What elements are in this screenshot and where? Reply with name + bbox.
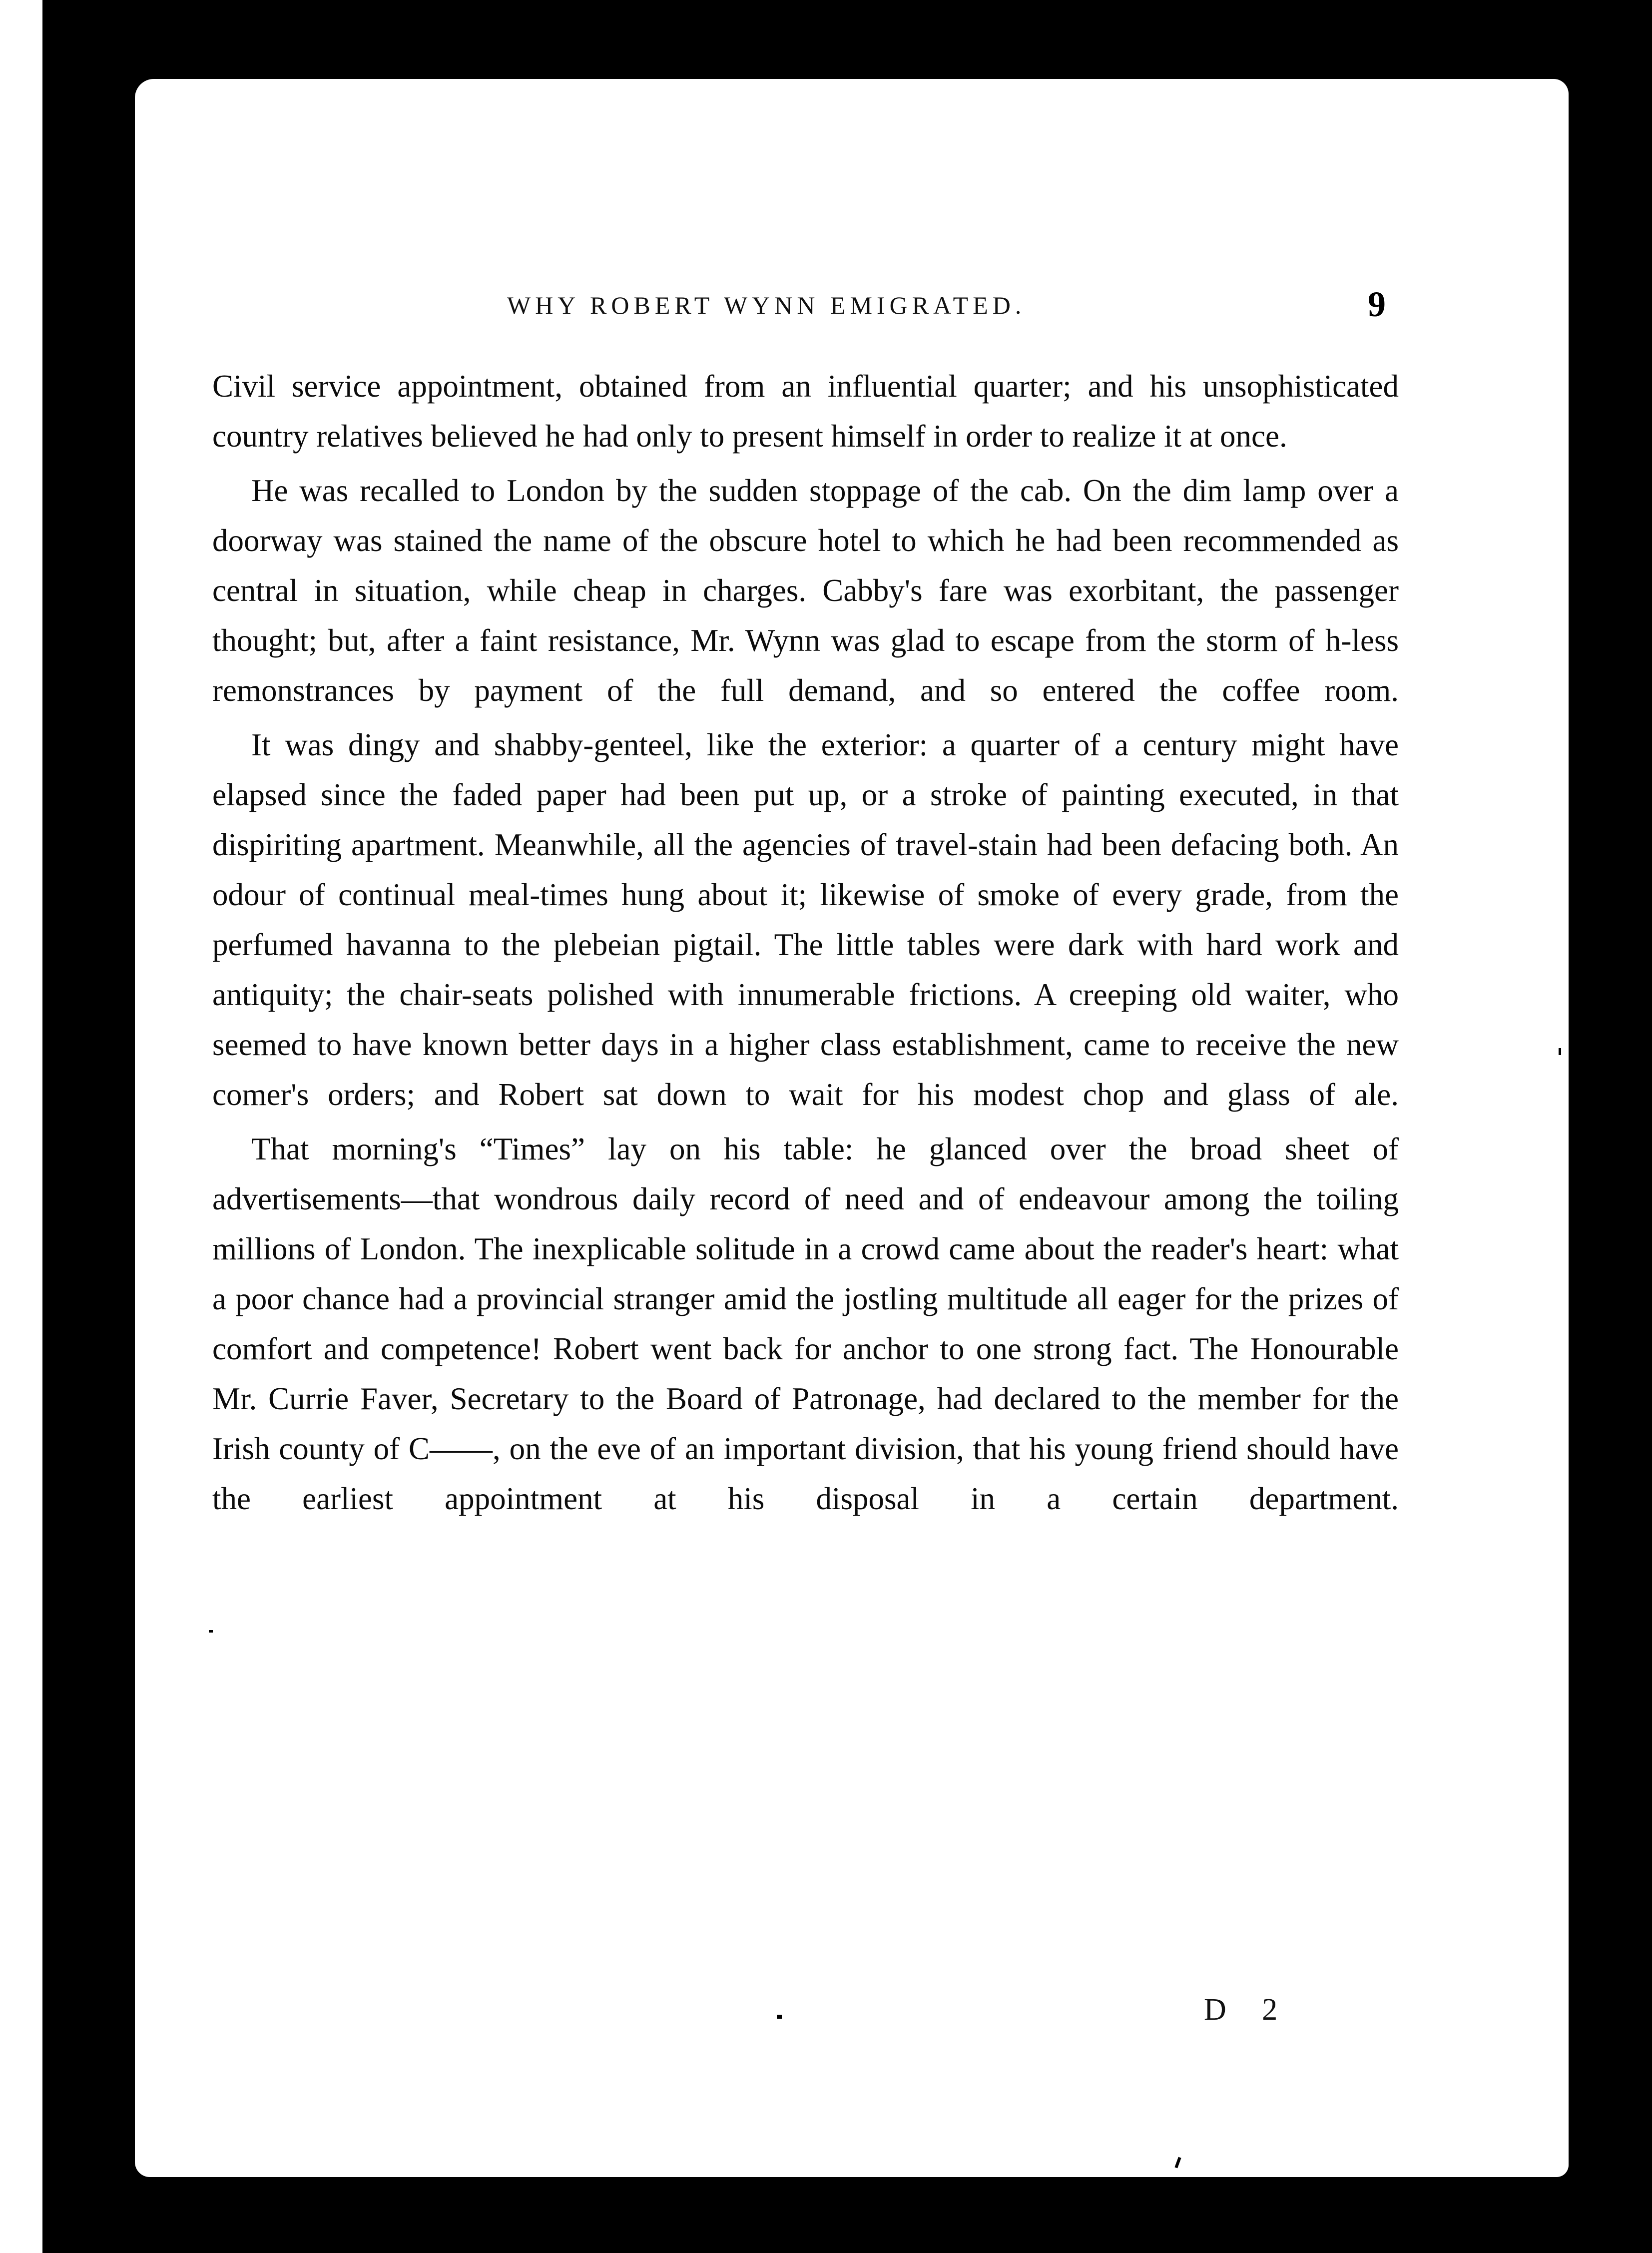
body-text: [212, 361, 1399, 1528]
running-title: WHY ROBERT WYNN EMIGRATED.: [507, 291, 1026, 319]
ink-speck: [777, 2015, 782, 2019]
signature-mark: D 2: [1204, 1993, 1292, 2027]
ink-speck: [1174, 2157, 1181, 2169]
page-number: 9: [1368, 284, 1386, 324]
paragraph-2: He was recalled to London by the sudden stoppage of the cab. On the dim lamp over a doorway was stained the name of the obscure hotel to which he had been recommended as central in situation, while cheap in charges. Cabby's fare was exorbitant, the passenger thought; but, after a faint resistance, Mr. Wynn was glad to escape from the storm of h-less remonstrances by payment of the full demand, and so entered the coffee room.: [212, 473, 1399, 708]
ink-speck: [209, 1630, 213, 1633]
paragraph-4: That morning's “Times” lay on his table: he glanced over the broad sheet of advertisements—that wondrous daily record of need and of endeavour among the toiling millions of London. The inexplicable solitude in a crowd came about the reader's heart: what a poor chance had a provincial stranger amid the jostling multitude all eager for the prizes of comfort and competence! Robert went back for anchor to one strong fact. The Honourable Mr. Currie Faver, Secretary to the Board of Patronage, had declared to the member for the Irish county of C——, on the eve of an important division, that his young friend should have the earliest appointment at his disposal in a certain department.: [212, 1131, 1399, 1516]
paragraph-3: It was dingy and shabby-genteel, like the exterior: a quarter of a century might have elapsed since the faded paper had been put up, or a stroke of painting executed, in that dispiriting apartment. Meanwhile, all the agencies of travel-stain had been defacing both. An odour of continual meal-times hung about it; likewise of smoke of every grade, from the perfumed havanna to the plebeian pigtail. The little tables were dark with hard work and antiquity; the chair-seats polished with innumerable frictions. A creeping old waiter, who seemed to have known better days in a higher class establishment, came to receive the new comer's orders; and Robert sat down to wait for his modest chop and glass of ale.: [212, 727, 1399, 1112]
ink-speck: [1559, 1048, 1561, 1055]
adjacent-page-strip: [0, 0, 42, 2253]
running-head: [135, 284, 1569, 331]
paragraph-1: Civil service appointment, obtained from an influential quarter; and his unsophisticated country relatives believed he had only to present himself in order to realize it at once.: [212, 369, 1399, 454]
book-page: [135, 79, 1569, 2177]
